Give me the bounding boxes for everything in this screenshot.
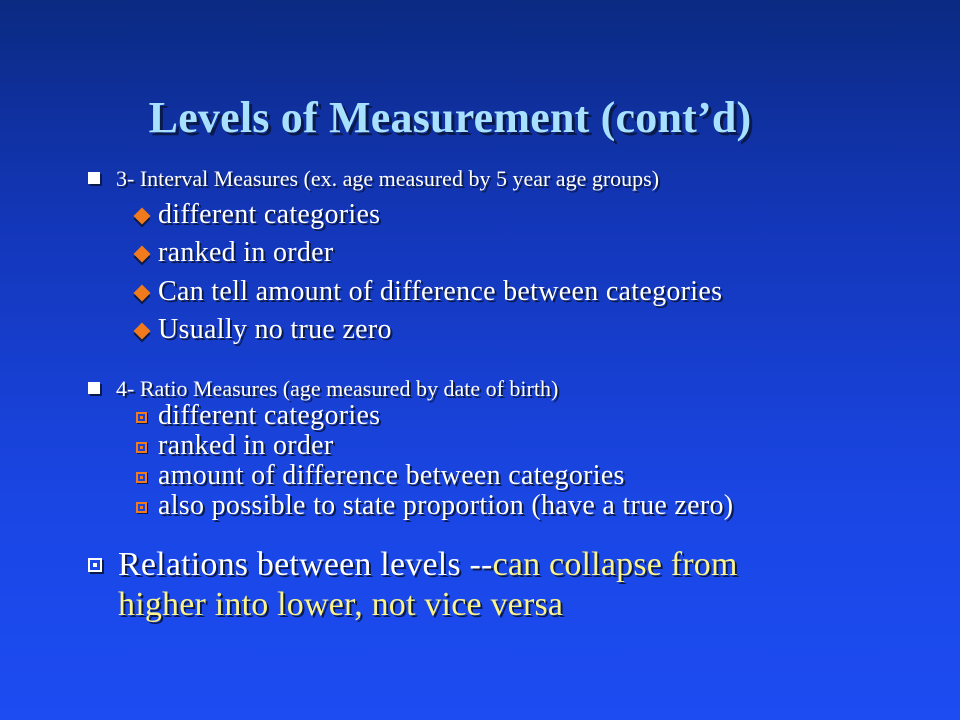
diamond-bullet-icon — [134, 246, 151, 263]
interval-item: different categories — [158, 199, 381, 230]
ratio-heading: 4- Ratio Measures (age measured by date of birth) — [116, 376, 559, 401]
wingding-bullet-icon — [88, 558, 102, 572]
diamond-bullet-icon — [134, 285, 151, 302]
ratio-item: amount of difference between categories — [158, 460, 625, 491]
relations-highlight-2: higher into lower, not vice versa — [118, 586, 564, 623]
square-bullet-icon — [88, 172, 100, 184]
interval-item: ranked in order — [158, 237, 334, 268]
ratio-item: also possible to state proportion (have a true zero) — [158, 490, 734, 521]
wingding-bullet-icon — [136, 412, 147, 423]
diamond-bullet-icon — [134, 323, 151, 340]
relations-line-1 — [118, 548, 738, 582]
ratio-item: different categories — [158, 400, 381, 431]
interval-item: Can tell amount of difference between categories — [158, 276, 723, 307]
wingding-bullet-icon — [136, 502, 147, 513]
interval-heading: 3- Interval Measures (ex. age measured by 5 year age groups) — [116, 166, 660, 191]
wingding-bullet-icon — [136, 442, 147, 453]
ratio-item: ranked in order — [158, 430, 334, 461]
diamond-bullet-icon — [134, 208, 151, 225]
interval-item: Usually no true zero — [158, 314, 392, 345]
relations-highlight-1: can collapse from — [492, 546, 738, 583]
slide-title: Levels of Measurement (cont’d) — [148, 93, 752, 142]
relations-prefix: Relations between levels -- — [118, 546, 493, 583]
square-bullet-icon — [88, 382, 100, 394]
wingding-bullet-icon — [136, 472, 147, 483]
